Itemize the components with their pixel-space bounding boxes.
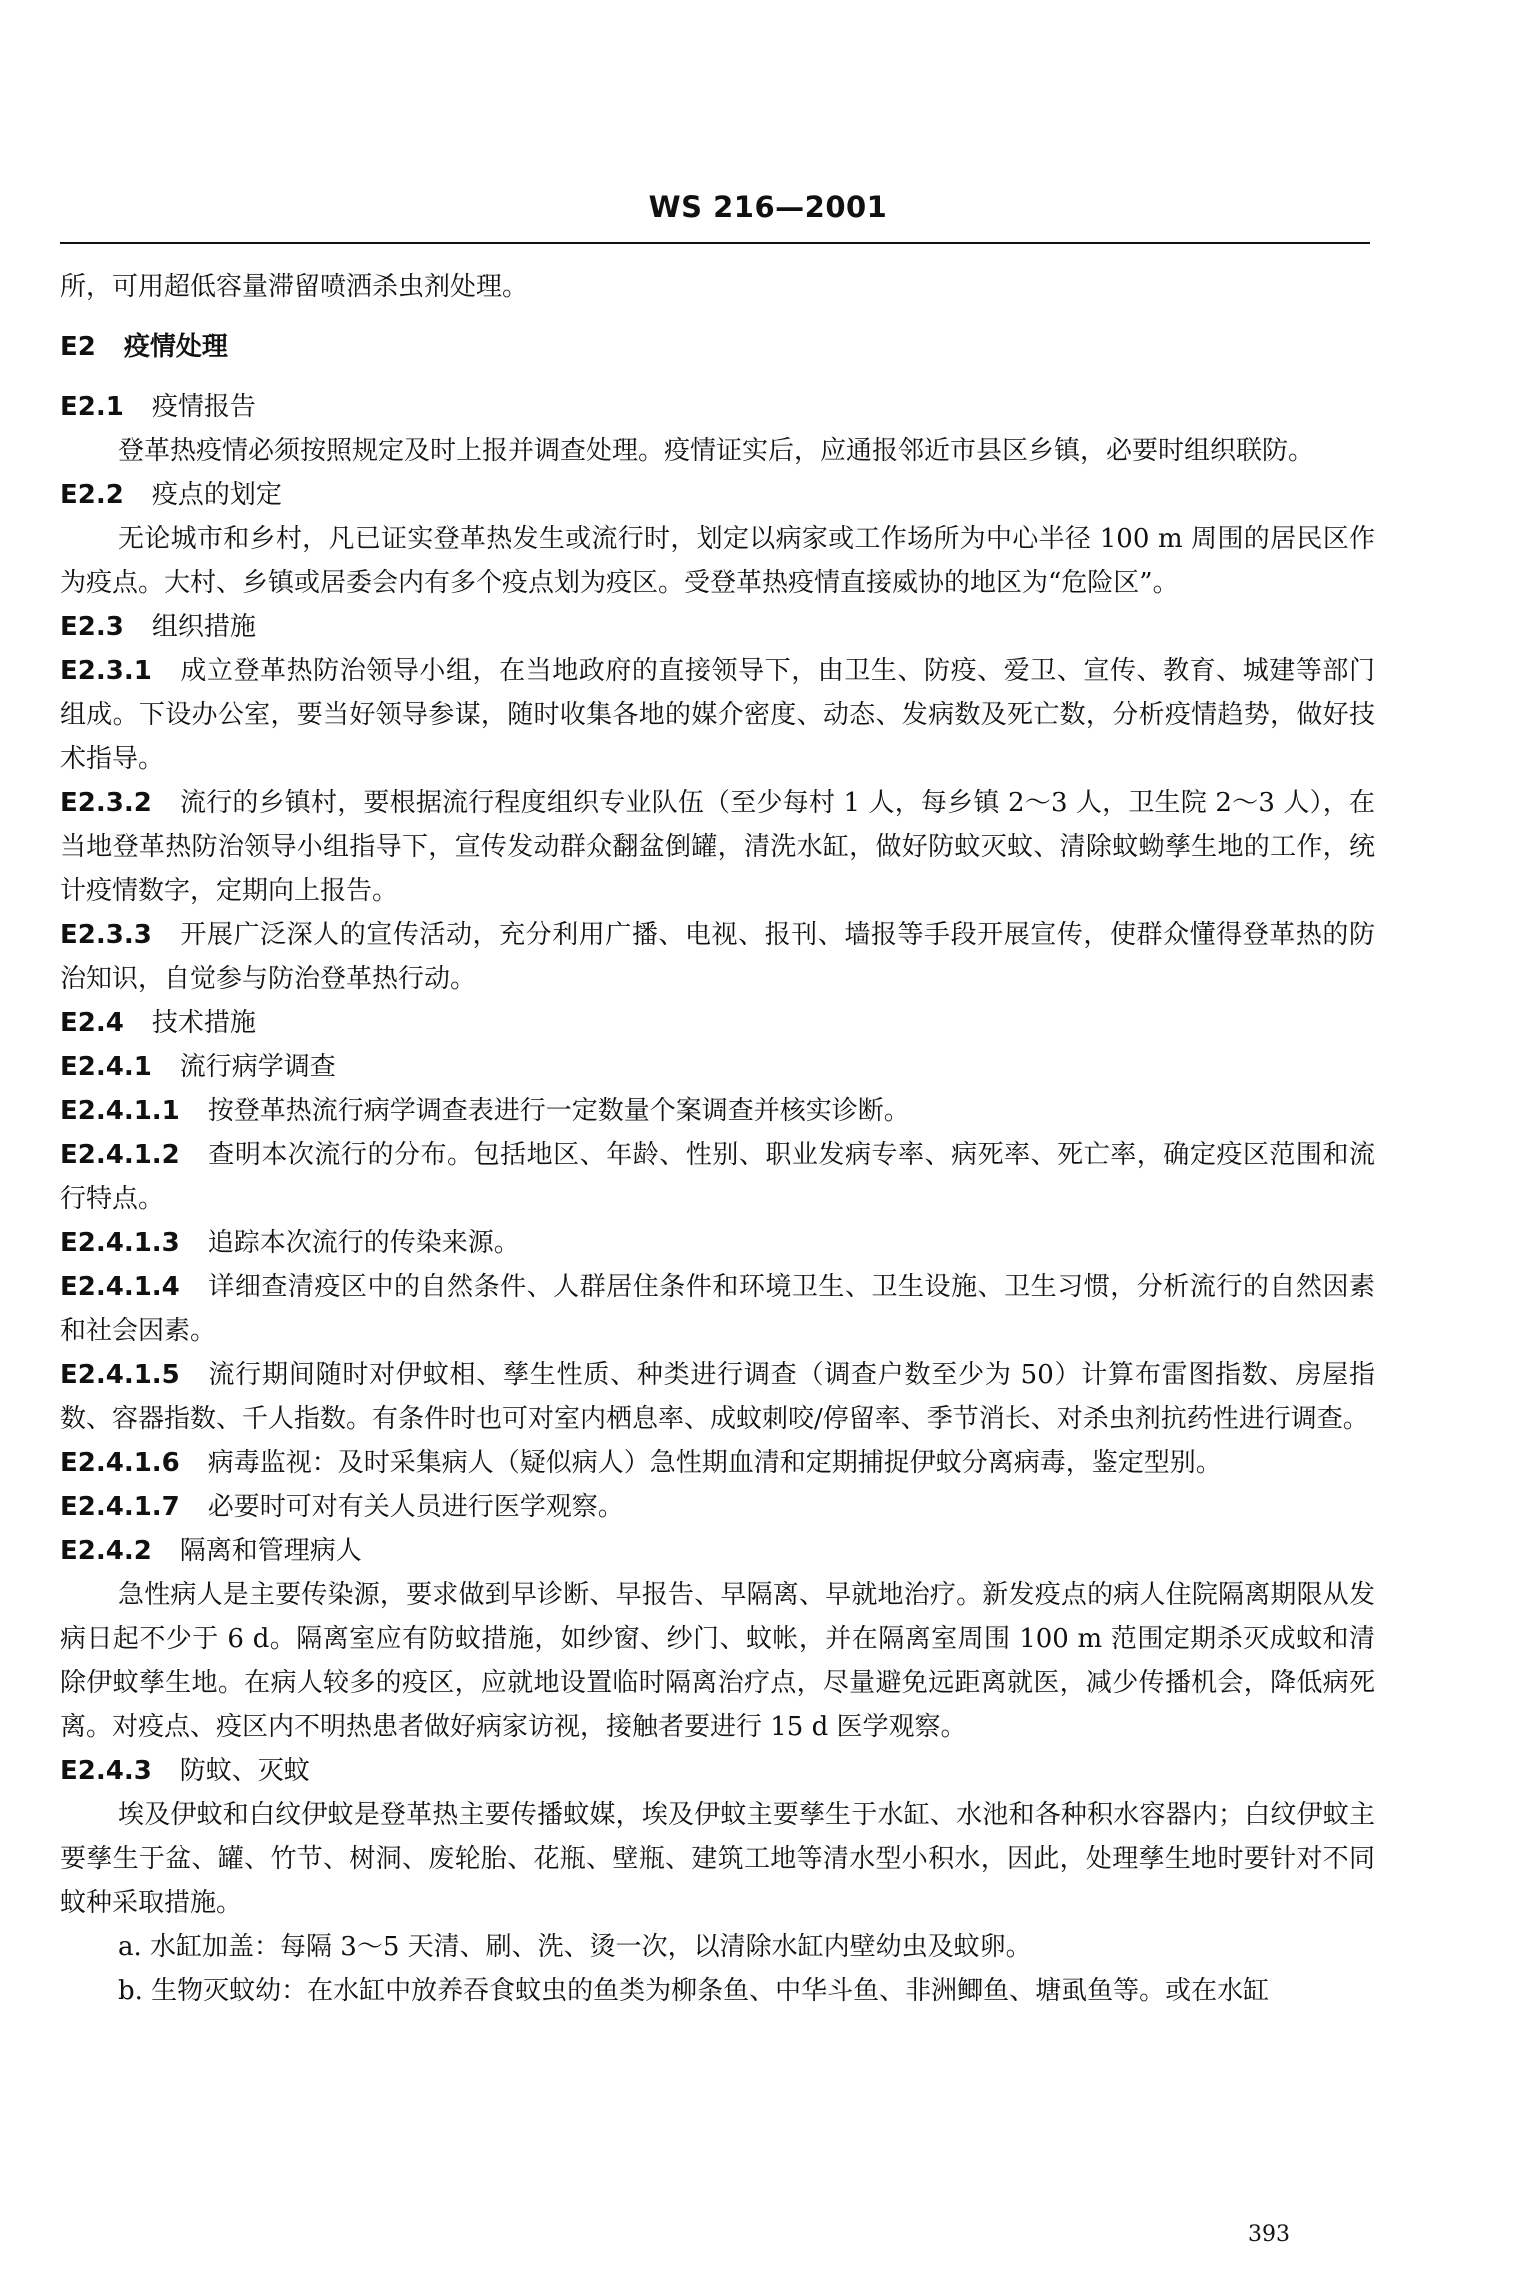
clause-number: E2.4.1.3 (60, 1228, 180, 1258)
section-heading-e2 (60, 325, 1375, 369)
body-paragraph (60, 1573, 1375, 1749)
section-number: E2.2 (60, 480, 124, 510)
paragraph-continuation (60, 265, 1375, 309)
clause-text: 流行的乡镇村，要根据流行程度组织专业队伍（至少每村 1 人，每乡镇 2～3 人，卫生院 2～3 人），在当地登革热防治领导小组指导下，宣传发动群众翻盆倒罐，清洗水缸，做好防蚊灭蚊、清除蚊蚴孳生地的工作，统计疫情数字，定期向上报告。 (60, 788, 1375, 906)
section-heading-e2-4-2 (60, 1529, 1375, 1573)
list-item-text: b. 生物灭蚊幼：在水缸中放养吞食蚊虫的鱼类为柳条鱼、中华斗鱼、非洲鲫鱼、塘虱鱼等。或在水缸 (118, 1976, 1270, 2006)
section-number: E2.4.1 (60, 1052, 152, 1082)
clause-e2-4-1-3 (60, 1221, 1375, 1265)
clause-e2-4-1-7 (60, 1485, 1375, 1529)
paragraph-text: 登革热疫情必须按照规定及时上报并调查处理。疫情证实后，应通报邻近市县区乡镇，必要时组织联防。 (118, 436, 1315, 466)
section-title: 防蚊、灭蚊 (179, 1756, 310, 1786)
paragraph-text: 无论城市和乡村，凡已证实登革热发生或流行时，划定以病家或工作场所为中心半径 100 m 周围的居民区作为疫点。大村、乡镇或居委会内有多个疫点划为疫区。受登革热疫情直接威协的地区为“危险区”。 (60, 524, 1375, 598)
section-heading-e2-4-1 (60, 1045, 1375, 1089)
body-paragraph (60, 429, 1375, 473)
clause-e2-4-1-2 (60, 1133, 1375, 1221)
clause-number: E2.3.2 (60, 788, 152, 818)
section-title: 疫情处理 (123, 332, 228, 362)
clause-number: E2.4.1.6 (60, 1448, 180, 1478)
section-heading-e2-4-3 (60, 1749, 1375, 1793)
clause-number: E2.3.3 (60, 920, 152, 950)
section-title: 组织措施 (151, 612, 256, 642)
document-code-header: WS 216—2001 (648, 190, 888, 224)
list-item-a (60, 1925, 1375, 1969)
clause-number: E2.4.1.2 (60, 1140, 180, 1170)
clause-e2-4-1-6 (60, 1441, 1375, 1485)
section-title: 疫点的划定 (151, 480, 282, 510)
clause-number: E2.3.1 (60, 656, 152, 686)
section-title: 技术措施 (151, 1008, 256, 1038)
clause-number: E2.4.1.4 (60, 1272, 180, 1302)
clause-number: E2.4.1.7 (60, 1492, 180, 1522)
clause-text: 必要时可对有关人员进行医学观察。 (207, 1492, 624, 1522)
section-number: E2.1 (60, 392, 124, 422)
clause-text: 按登革热流行病学调查表进行一定数量个案调查并核实诊断。 (207, 1096, 910, 1126)
section-heading-e2-1 (60, 385, 1375, 429)
clause-e2-3-1 (60, 649, 1375, 781)
clause-text: 追踪本次流行的传染来源。 (207, 1228, 520, 1258)
section-heading-e2-4 (60, 1001, 1375, 1045)
section-heading-e2-3 (60, 605, 1375, 649)
list-item-text: a. 水缸加盖：每隔 3～5 天清、刷、洗、烫一次，以清除水缸内壁幼虫及蚊卵。 (118, 1932, 1032, 1962)
header-divider (60, 242, 1370, 244)
clause-number: E2.4.1.5 (60, 1360, 180, 1390)
section-number: E2.4.3 (60, 1756, 152, 1786)
paragraph-text: 急性病人是主要传染源，要求做到早诊断、早报告、早隔离、早就地治疗。新发疫点的病人住院隔离期限从发病日起不少于 6 d。隔离室应有防蚊措施，如纱窗、纱门、蚊帐，并在隔离室周围 100 m 范围定期杀灭成蚊和清除伊蚊孳生地。在病人较多的疫区，应就地设置临时隔离治疗点，尽量避免远距离就医，减少传播机会，降低病死离。对疫点、疫区内不明热患者做好病家访视，接触者要进行 15 d 医学观察。 (60, 1580, 1375, 1742)
clause-number: E2.4.1.1 (60, 1096, 180, 1126)
section-title: 疫情报告 (151, 392, 256, 422)
section-heading-e2-2 (60, 473, 1375, 517)
page-number: 393 (1248, 2222, 1290, 2247)
paragraph-text: 所，可用超低容量滞留喷洒杀虫剂处理。 (60, 272, 529, 302)
clause-text: 流行期间随时对伊蚊相、孳生性质、种类进行调查（调查户数至少为 50）计算布雷图指数、房屋指数、容器指数、千人指数。有条件时也可对室内栖息率、成蚊刺咬/停留率、季节消长、对杀虫剂抗药性进行调查。 (60, 1360, 1375, 1434)
section-number: E2.4.2 (60, 1536, 152, 1566)
clause-text: 开展广泛深人的宣传活动，充分利用广播、电视、报刊、墙报等手段开展宣传，使群众懂得登革热的防治知识，自觉参与防治登革热行动。 (60, 920, 1375, 994)
clause-text: 成立登革热防治领导小组，在当地政府的直接领导下，由卫生、防疫、爱卫、宣传、教育、城建等部门组成。下设办公室，要当好领导参谋，随时收集各地的媒介密度、动态、发病数及死亡数，分析疫情趋势，做好技术指导。 (60, 656, 1375, 774)
list-item-b (60, 1969, 1375, 2013)
section-title: 隔离和管理病人 (179, 1536, 362, 1566)
clause-e2-4-1-5 (60, 1353, 1375, 1441)
clause-e2-4-1-1 (60, 1089, 1375, 1133)
body-paragraph (60, 517, 1375, 605)
section-number: E2.3 (60, 612, 124, 642)
clause-text: 详细查清疫区中的自然条件、人群居住条件和环境卫生、卫生设施、卫生习惯，分析流行的自然因素和社会因素。 (60, 1272, 1375, 1346)
clause-text: 病毒监视：及时采集病人（疑似病人）急性期血清和定期捕捉伊蚊分离病毒，鉴定型别。 (207, 1448, 1222, 1478)
body-paragraph (60, 1793, 1375, 1925)
clause-e2-3-2 (60, 781, 1375, 913)
section-title: 流行病学调查 (179, 1052, 336, 1082)
paragraph-text: 埃及伊蚊和白纹伊蚊是登革热主要传播蚊媒，埃及伊蚊主要孳生于水缸、水池和各种积水容器内；白纹伊蚊主要孳生于盆、罐、竹节、树洞、废轮胎、花瓶、壁瓶、建筑工地等清水型小积水，因此，处理孳生地时要针对不同蚊种采取措施。 (60, 1800, 1375, 1918)
document-body (60, 265, 1375, 2013)
clause-e2-4-1-4 (60, 1265, 1375, 1353)
clause-text: 查明本次流行的分布。包括地区、年龄、性别、职业发病专率、病死率、死亡率，确定疫区范围和流行特点。 (60, 1140, 1375, 1214)
section-number: E2 (60, 332, 96, 362)
clause-e2-3-3 (60, 913, 1375, 1001)
section-number: E2.4 (60, 1008, 124, 1038)
